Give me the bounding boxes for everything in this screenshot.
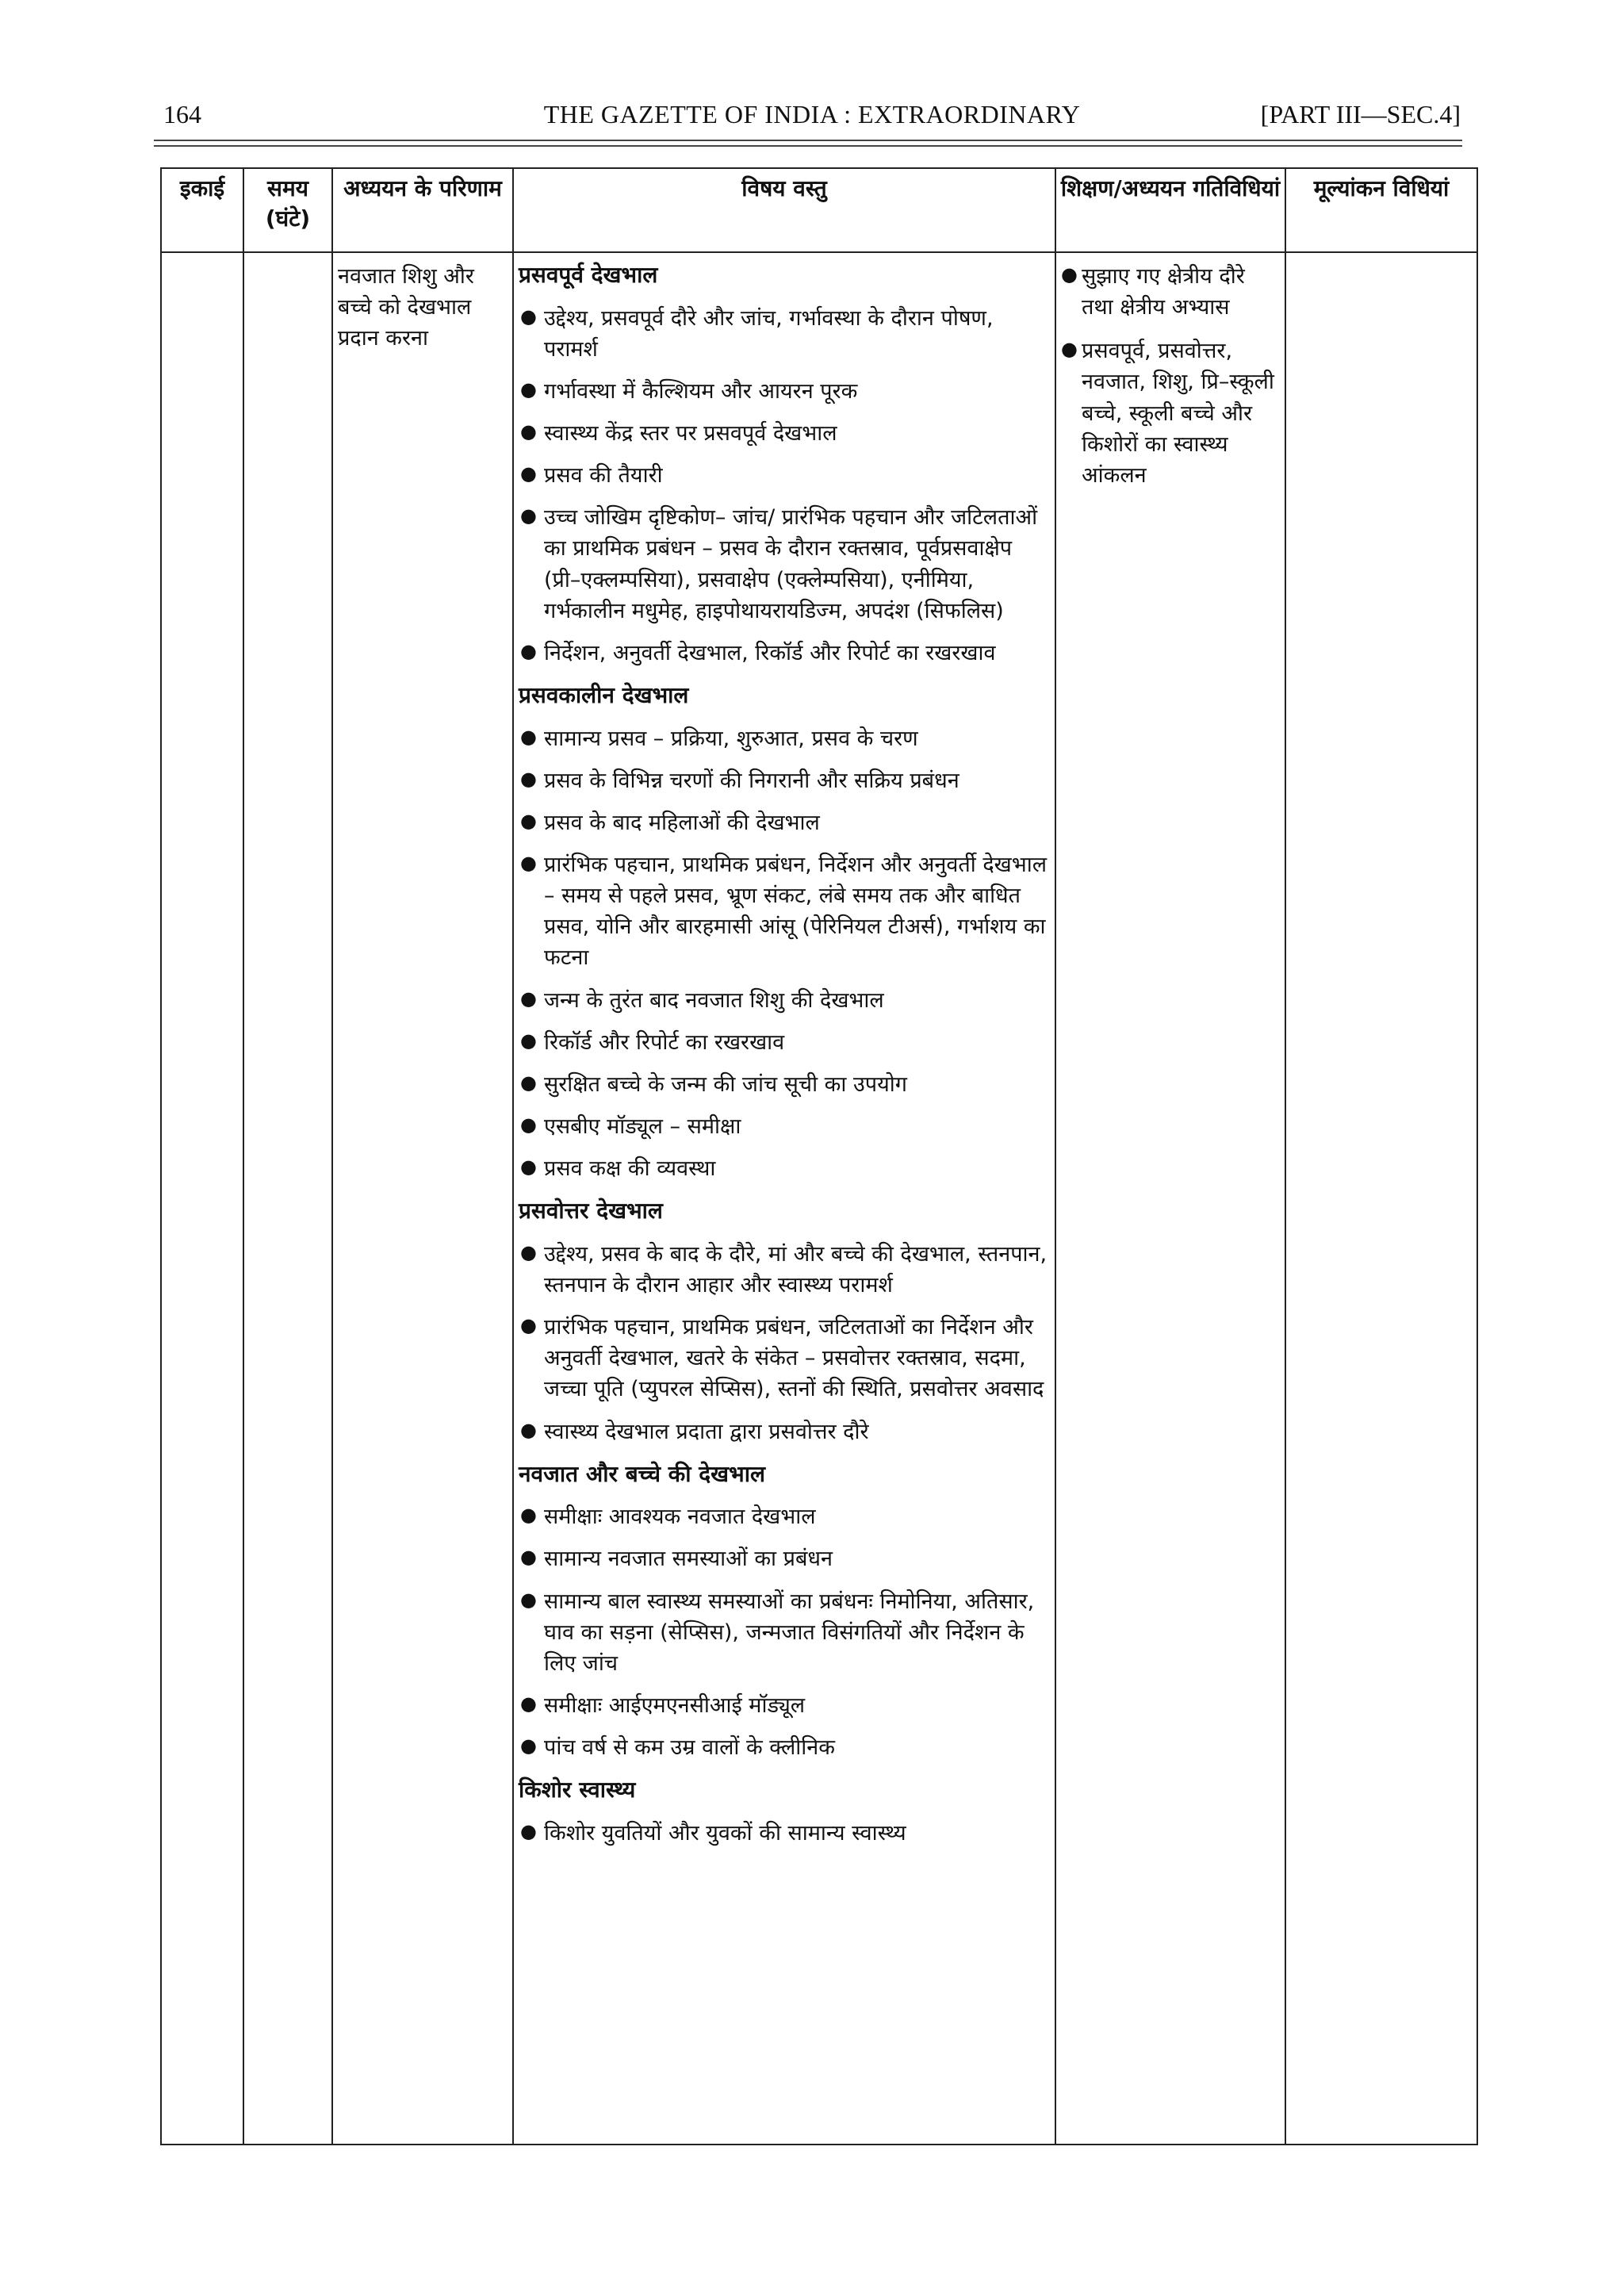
bullet-icon: ● (520, 420, 537, 443)
syllabus-table (160, 167, 1478, 2145)
list-item (519, 1586, 1050, 1679)
header-rule-bottom (154, 145, 1462, 147)
list-item (519, 1027, 1050, 1058)
bullet-icon: ● (520, 1156, 537, 1179)
list-item-text: रिकॉर्ड और रिपोर्ट का रखरखाव (544, 1029, 785, 1055)
content-list (519, 1239, 1050, 1447)
column-header-unit: इकाई (161, 168, 243, 252)
column-header-outcomes: अध्ययन के परिणाम (332, 168, 513, 252)
bullet-icon: ● (520, 1546, 537, 1569)
content-section-heading: प्रसवोत्तर देखभाल (519, 1198, 663, 1225)
content-section-heading: प्रसवपूर्व देखभाल (519, 262, 658, 288)
list-item (519, 1239, 1050, 1301)
column-header-time: समय (घंटे) (243, 168, 332, 252)
bullet-icon: ● (520, 305, 537, 328)
list-item (519, 807, 1050, 838)
bullet-icon: ● (520, 378, 537, 401)
list-item (519, 376, 1050, 407)
bullet-icon: ● (1061, 263, 1078, 286)
list-item-text: सामान्य नवजात समस्याओं का प्रबंधन (544, 1547, 833, 1572)
list-item-text: किशोर युवतियों और युवकों की सामान्य स्वास्थ्य (544, 1820, 906, 1846)
teaching-list (1061, 261, 1281, 491)
list-item (519, 1501, 1050, 1532)
list-item (519, 1312, 1050, 1405)
gazette-header (163, 95, 1461, 135)
content-section-heading: नवजात और बच्चे की देखभाल (519, 1460, 765, 1487)
list-item (519, 1069, 1050, 1100)
list-item-text: उद्देश्य, प्रसवपूर्व दौरे और जांच, गर्भावस्था के दौरान पोषण, परामर्श (544, 305, 994, 362)
content-cell (513, 252, 1055, 2145)
bullet-icon: ● (520, 639, 537, 662)
bullet-icon: ● (520, 987, 537, 1010)
list-item (519, 502, 1050, 627)
bullet-icon: ● (520, 809, 537, 832)
list-item-text: प्रारंभिक पहचान, प्राथमिक प्रबंधन, जटिलताओं का निर्देशन और अनुवर्ती देखभाल, खतरे के संकेत – प्रसवोत्तर रक्तस्राव, सदमा, जच्चा पूति (प्युपरल सेप्सिस), स्तनों की स्थिति, प्रसवोत्तर अवसाद (544, 1315, 1044, 1402)
list-item-text: गर्भावस्था में कैल्शियम और आयरन पूरक (544, 378, 858, 404)
bullet-icon: ● (1061, 338, 1078, 361)
column-header-evaluation: मूल्यांकन विधियां (1285, 168, 1477, 252)
list-item-text: पांच वर्ष से कम उम्र वालों के क्लीनिक (544, 1735, 836, 1761)
bullet-icon: ● (520, 1314, 537, 1337)
list-item-text: स्वास्थ्य देखभाल प्रदाता द्वारा प्रसवोत्तर दौरे (544, 1419, 869, 1444)
content-section-heading: किशोर स्वास्थ्य (519, 1777, 636, 1803)
list-item-text: प्रारंभिक पहचान, प्राथमिक प्रबंधन, निर्देशन और अनुवर्ती देखभाल – समय से पहले प्रसव, भ्रूण संकट, लंबे समय तक और बाधित प्रसव, योनि और बारहमासी आंसू (पेरिनियल टीअर्स), गर्भाशय का फटना (544, 853, 1048, 971)
bullet-icon: ● (520, 1240, 537, 1263)
teaching-cell (1055, 252, 1285, 2145)
content-list (519, 1818, 1050, 1849)
bullet-icon: ● (520, 1504, 537, 1527)
list-item-text: सामान्य प्रसव – प्रक्रिया, शुरुआत, प्रसव के चरण (544, 726, 918, 751)
content-section-heading: प्रसवकालीन देखभाल (519, 682, 689, 708)
list-item (519, 418, 1050, 449)
outcome-cell: नवजात शिशु और बच्चे को देखभाल प्रदान करना (332, 252, 513, 2145)
list-item (519, 460, 1050, 491)
list-item (519, 1690, 1050, 1721)
page-number: 164 (163, 100, 201, 128)
bullet-icon: ● (520, 1819, 537, 1842)
bullet-icon: ● (520, 1588, 537, 1611)
table-header-row (161, 168, 1477, 252)
column-header-teaching: शिक्षण/अध्ययन गतिविधियां (1055, 168, 1285, 252)
list-item-text: उच्च जोखिम दृष्टिकोण– जांच/ प्रारंभिक पहचान और जटिलताओं का प्राथमिक प्रबंधन – प्रसव के दौरान रक्तस्राव, पूर्वप्रसवाक्षेप (प्री–एक्लम्पसिया), प्रसवाक्षेप (एक्लेम्पसिया), एनीमिया, गर्भकालीन मधुमेह, हाइपोथायरायडिज्म, अपदंश (सिफलिस) (544, 505, 1038, 623)
list-item-text: प्रसव कक्ष की व्यवस्था (544, 1156, 716, 1182)
list-item (519, 1818, 1050, 1849)
list-item-text: एसबीए मॉड्यूल – समीक्षा (544, 1114, 741, 1139)
list-item (519, 1543, 1050, 1574)
list-item (519, 303, 1050, 365)
list-item (519, 1153, 1050, 1184)
list-item (519, 1732, 1050, 1763)
bullet-icon: ● (520, 1692, 537, 1715)
bullet-icon: ● (520, 462, 537, 485)
bullet-icon: ● (520, 852, 537, 875)
teaching-item-text: सुझाए गए क्षेत्रीय दौरे तथा क्षेत्रीय अभ्यास (1082, 264, 1245, 320)
list-item (519, 849, 1050, 974)
header-rule-top (154, 140, 1462, 141)
list-item (519, 638, 1050, 669)
teaching-item (1061, 335, 1281, 491)
bullet-icon: ● (520, 1418, 537, 1441)
list-item-text: समीक्षाः आवश्यक नवजात देखभाल (544, 1504, 816, 1530)
content-list (519, 723, 1050, 1185)
part-section: [PART III—SEC.4] (1260, 100, 1461, 128)
list-item-text: समीक्षाः आईएमएनसीआई मॉड्यूल (544, 1693, 806, 1719)
content-list (519, 1501, 1050, 1763)
list-item-text: सुरक्षित बच्चे के जन्म की जांच सूची का उपयोग (544, 1071, 907, 1097)
list-item (519, 1111, 1050, 1142)
teaching-item (1061, 261, 1281, 323)
list-item (519, 765, 1050, 796)
time-cell (243, 252, 332, 2145)
list-item-text: निर्देशन, अनुवर्ती देखभाल, रिकॉर्ड और रिपोर्ट का रखरखाव (544, 640, 996, 665)
list-item-text: प्रसव के विभिन्न चरणों की निगरानी और सक्रिय प्रबंधन (544, 768, 959, 793)
bullet-icon: ● (520, 767, 537, 790)
list-item-text: स्वास्थ्य केंद्र स्तर पर प्रसवपूर्व देखभाल (544, 421, 837, 447)
bullet-icon: ● (520, 725, 537, 748)
list-item-text: प्रसव की तैयारी (544, 463, 663, 489)
bullet-icon: ● (520, 1114, 537, 1136)
list-item-text: जन्म के तुरंत बाद नवजात शिशु की देखभाल (544, 987, 884, 1013)
bullet-icon: ● (520, 1071, 537, 1094)
evaluation-cell (1285, 252, 1477, 2145)
column-header-content: विषय वस्तु (513, 168, 1055, 252)
bullet-icon: ● (520, 1029, 537, 1052)
gazette-title: THE GAZETTE OF INDIA : EXTRAORDINARY (543, 100, 1081, 128)
teaching-item-text: प्रसवपूर्व, प्रसवोत्तर, नवजात, शिशु, प्रि–स्कूली बच्चे, स्कूली बच्चे और किशोरों का स्वास्थ्य आंकलन (1082, 339, 1274, 488)
list-item-text: सामान्य बाल स्वास्थ्य समस्याओं का प्रबंधनः निमोनिया, अतिसार, घाव का सड़ना (सेप्सिस), जन्मजात विसंगतियों और निर्देशन के लिए जांच (544, 1589, 1035, 1676)
list-item (519, 723, 1050, 754)
content-list (519, 303, 1050, 669)
bullet-icon: ● (520, 1734, 537, 1757)
list-item-text: प्रसव के बाद महिलाओं की देखभाल (544, 810, 820, 835)
list-item-text: उद्देश्य, प्रसव के बाद के दौरे, मां और बच्चे की देखभाल, स्तनपान, स्तनपान के दौरान आहार और स्वास्थ्य परामर्श (544, 1241, 1048, 1298)
table-row (161, 252, 1477, 2145)
bullet-icon: ● (520, 504, 537, 527)
list-item (519, 1416, 1050, 1447)
list-item (519, 985, 1050, 1016)
unit-cell (161, 252, 243, 2145)
